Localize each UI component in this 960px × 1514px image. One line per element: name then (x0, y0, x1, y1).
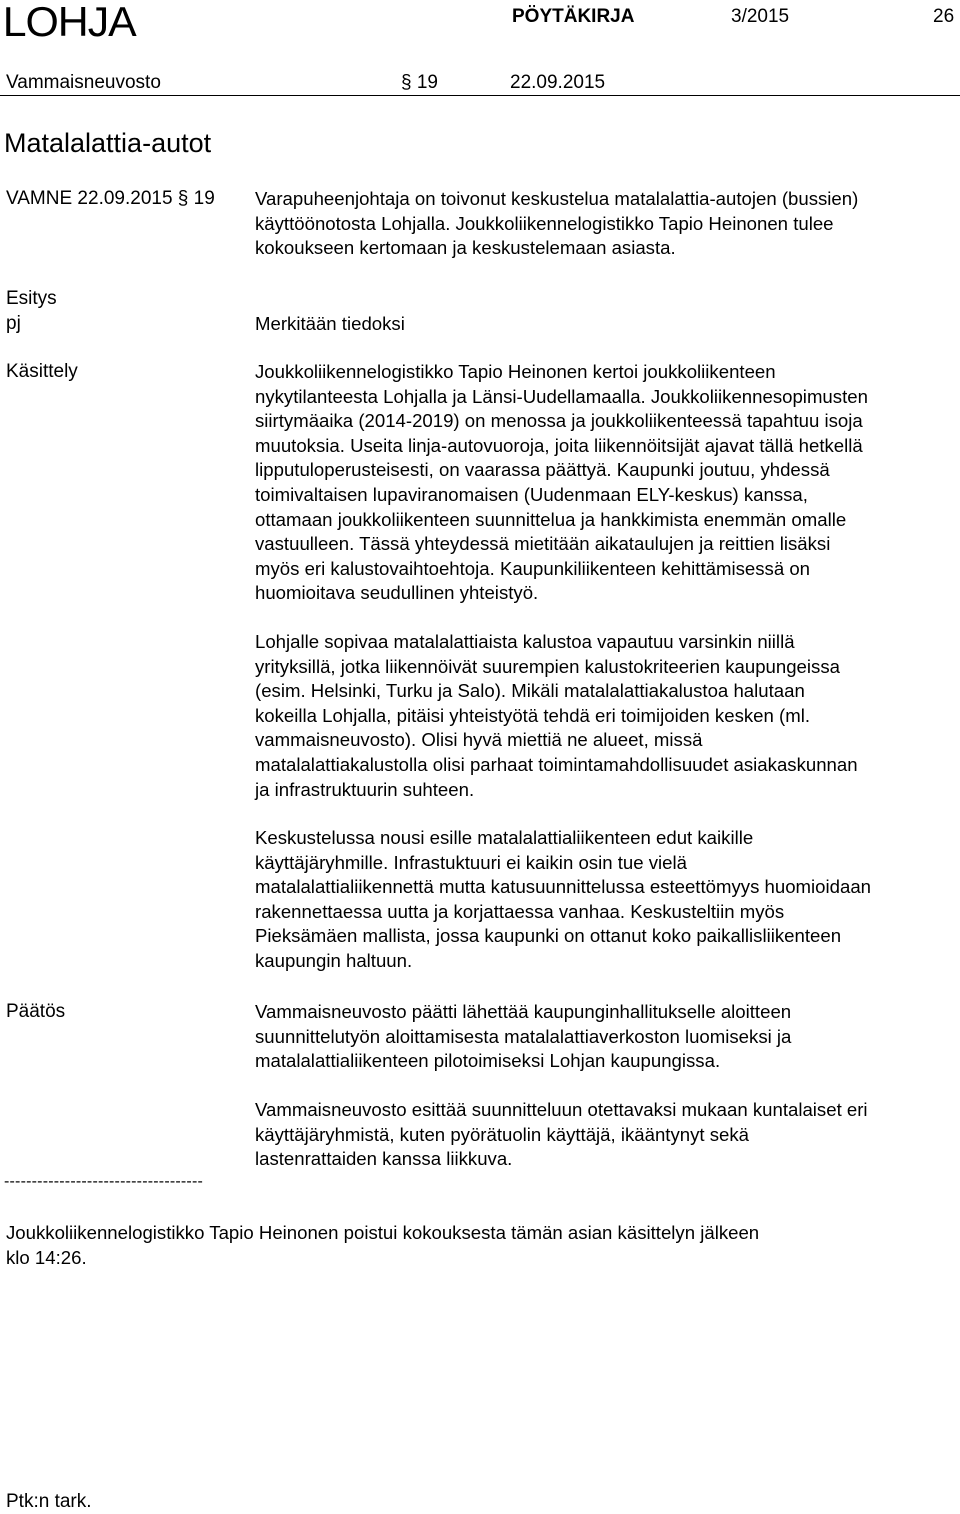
handling-line: Lohjalle sopivaa matalalattiaista kalustoa vapautuu varsinkin niillä (255, 631, 795, 652)
proposal-label: Esitys (6, 288, 57, 309)
decision-line: Vammaisneuvosto esittää suunnitteluun otettavaksi mukaan kuntalaiset eri (255, 1099, 868, 1120)
decision-line: käyttäjäryhmistä, kuten pyörätuolin käyttäjä, ikääntynyt sekä (255, 1123, 750, 1145)
handling-line: rakennettaessa uutta ja korjattaessa vanhaa. Keskusteltiin myös (255, 900, 785, 922)
handling-line: myös eri kalustovaihtoehtoja. Kaupunkiliikenteen kehittämisessä on (255, 557, 811, 579)
handling-line: matalalattiakalustolla olisi parhaat toimintamahdollisuudet asiakaskunnan (255, 753, 858, 775)
decision-line: lastenrattaiden kanssa liikkuva. (255, 1148, 513, 1170)
intro-line: Varapuheenjohtaja on toivonut keskustelua matalalattia-autojen (bussien) (255, 188, 859, 209)
handling-line: ottamaan joukkoliikenteen suunnittelua ja hankkimista enemmän omalle (255, 508, 847, 530)
handling-paragraph-1 (255, 360, 958, 606)
handling-line: lipputuloperusteisesti, on vaarassa päättyä. Kaupunki joutuu, yhdessä (255, 459, 830, 481)
decision-paragraph-1 (255, 1000, 958, 1074)
handling-line: nykytilanteesta Lohjalla ja Länsi-Uudellamaalla. Joukkoliikennesopimusten (255, 385, 868, 407)
handling-line: muutoksia. Useita linja-autovuoroja, joita liikennöitsijät ajavat tällä hetkellä (255, 434, 863, 456)
decision-paragraph-2 (255, 1098, 958, 1172)
handling-line: kaupungin haltuun. (255, 949, 413, 971)
proposal-text (255, 312, 958, 337)
reference-label: VAMNE 22.09.2015 § 19 (6, 188, 215, 209)
decision-line: Vammaisneuvosto päätti lähettää kaupunginhallitukselle aloitteen (255, 1001, 792, 1022)
handling-line: kokeilla Lohjalla, pitäisi yhteistyötä tehdä eri toimijoiden kesken (ml. (255, 704, 810, 726)
proposal-line: Merkitään tiedoksi (255, 313, 405, 334)
minutes-checked-label: Ptk:n tark. (6, 1491, 92, 1512)
proposal-presenter-label: pj (6, 313, 21, 334)
handling-line: toimivaltaisen lupaviranomaisen (Uudenmaan ELY-keskus) kanssa, (255, 483, 808, 505)
decision-line: suunnittelutyön aloittamisesta matalalattiaverkoston luomiseksi ja (255, 1025, 792, 1047)
page-title: Matalalattia-autot (4, 128, 212, 158)
page-number: 26 (933, 6, 955, 27)
dashed-separator: ------------------------------------ (4, 1173, 204, 1190)
handling-paragraph-2 (255, 630, 958, 802)
section-number: § 19 (401, 72, 438, 93)
handling-line: siirtymäaika (2014-2019) on menossa ja joukkoliikenteessä tapahtuu isoja (255, 410, 863, 432)
handling-line: käyttäjäryhmille. Infrastuktuuri ei kaikin osin tue vielä (255, 851, 687, 873)
handling-line: (esim. Helsinki, Turku ja Salo). Mikäli matalalattiakalustoa halutaan (255, 680, 805, 702)
document-number: 3/2015 (731, 6, 790, 27)
lohja-logo: LOHJA (2, 0, 136, 45)
handling-line: ja infrastruktuurin suhteen. (255, 778, 475, 800)
handling-line: huomioitava seudullinen yhteistyö. (255, 582, 539, 604)
decision-line: matalalattialiikenteen pilotoimiseksi Lohjan kaupungissa. (255, 1050, 721, 1072)
meeting-date: 22.09.2015 (510, 72, 606, 93)
intro-line: kokoukseen kertomaan ja keskustelemaan asiasta. (255, 237, 676, 259)
organ-name: Vammaisneuvosto (6, 72, 161, 93)
decision-label: Päätös (6, 1001, 66, 1022)
handling-line: yrityksillä, jotka liikennöivät suurempien kalustokriteerien kaupungeissa (255, 655, 840, 677)
section-number-value: 19 (416, 72, 438, 93)
handling-line: Pieksämäen mallista, jossa kaupunki on ottanut koko paikallisliikenteen (255, 925, 842, 947)
handling-line: Joukkoliikennelogistikko Tapio Heinonen kertoi joukkoliikenteen (255, 361, 776, 382)
handling-line: vammaisneuvosto). Olisi hyvä miettiä ne alueet, missä (255, 729, 703, 751)
departure-note (6, 1221, 906, 1270)
handling-paragraph-3 (255, 826, 958, 974)
handling-line: matalalattialiikennettä mutta katusuunnittelussa esteettömyys huomioidaan (255, 876, 872, 898)
intro-line: käyttöönotosta Lohjalla. Joukkoliikennelogistikko Tapio Heinonen tulee (255, 212, 834, 234)
header-divider (0, 95, 960, 96)
handling-line: Keskustelussa nousi esille matalalattialiikenteen edut kaikille (255, 827, 754, 848)
note-line: Joukkoliikennelogistikko Tapio Heinonen poistui kokouksesta tämän asian käsittelyn jälkeen (6, 1222, 760, 1243)
handling-line: vastuulleen. Tässä yhteydessä mietitään aikataulujen ja reittien lisäksi (255, 533, 831, 555)
handling-label: Käsittely (6, 361, 78, 382)
intro-paragraph (255, 187, 958, 261)
note-line: klo 14:26. (6, 1246, 87, 1268)
document-type: PÖYTÄKIRJA (512, 6, 635, 27)
